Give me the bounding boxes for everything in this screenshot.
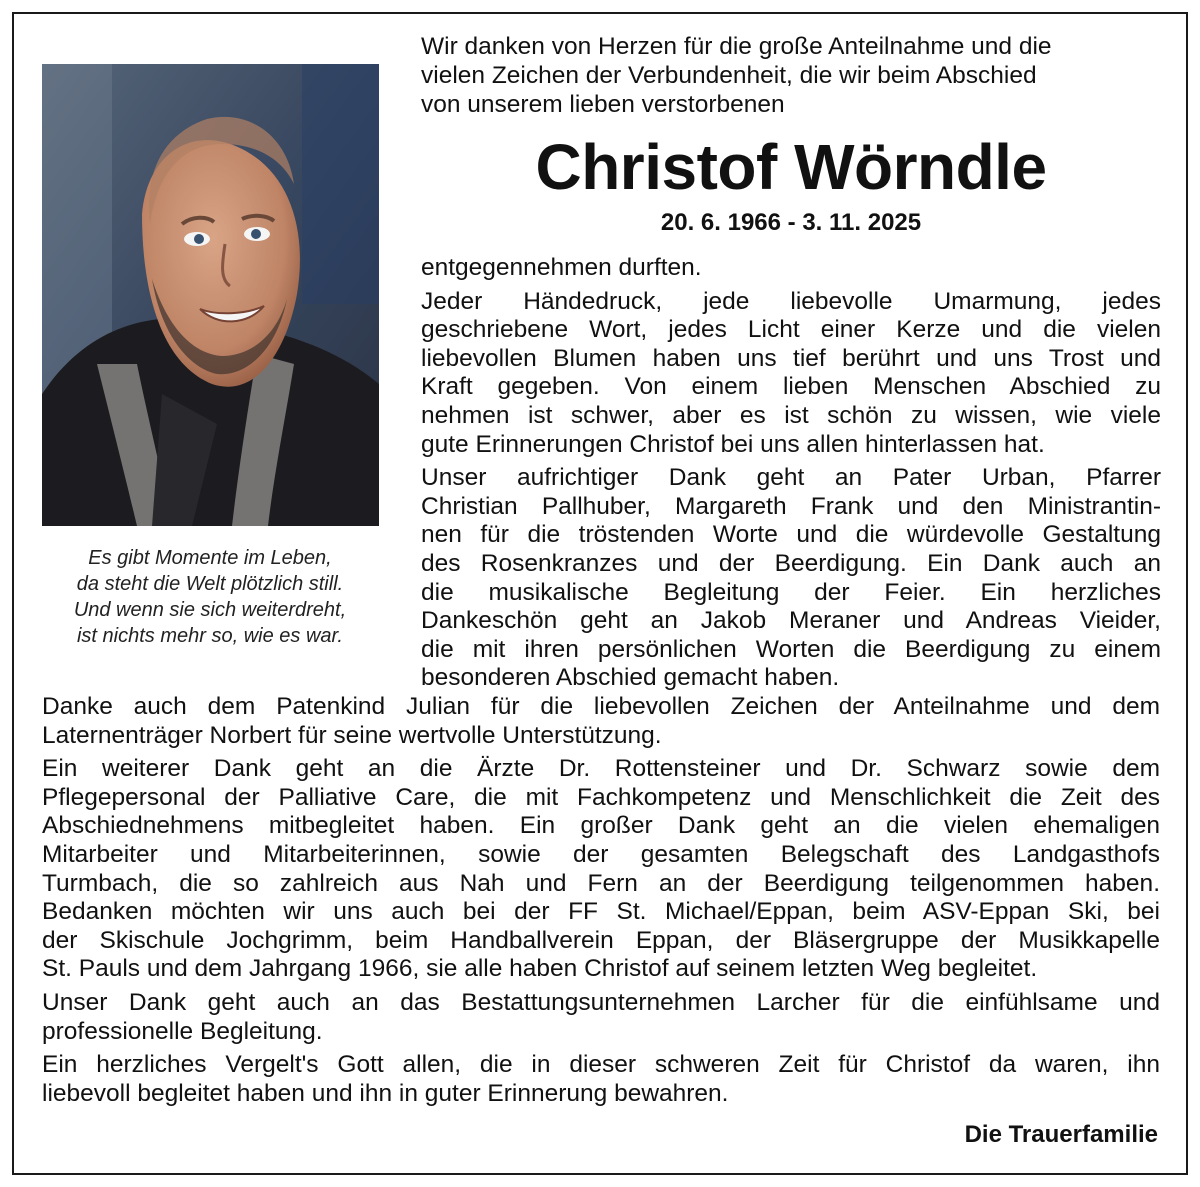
quote-line: da steht die Welt plötzlich still. <box>76 573 344 595</box>
text-line: Pflegepersonal der Palliative Care, die mit Fachkompetenz und Menschlichkeit die Zeit des <box>42 783 1160 811</box>
text-line: Unser aufrichtiger Dank geht an Pater Urban, Pfarrer <box>421 464 1161 492</box>
intro-line: Wir danken von Herzen für die große Anteilnahme und die <box>421 33 1052 60</box>
intro-text <box>421 32 1161 119</box>
frame-border-bottom <box>12 1173 1188 1175</box>
intro-line: vielen Zeichen der Verbundenheit, die wir beim Abschied <box>421 62 1037 89</box>
paragraph <box>42 755 1160 984</box>
paragraph <box>421 254 1161 283</box>
paragraph <box>421 464 1161 693</box>
quote-line: ist nichts mehr so, wie es war. <box>76 625 343 647</box>
frame-border-top <box>12 12 1188 14</box>
text-line: die mit ihren persönlichen Worten die Beerdigung zu einem <box>421 635 1161 663</box>
memorial-quote <box>40 545 380 649</box>
portrait-illustration <box>42 64 379 526</box>
text-line: Ein weiterer Dank geht an die Ärzte Dr. Rottensteiner und Dr. Schwarz sowie dem <box>42 755 1160 783</box>
text-line: Ein herzliches Vergelt's Gott allen, die in dieser schweren Zeit für Christof da waren, ihn <box>42 1051 1160 1079</box>
text-line: Unser Dank geht auch an das Bestattungsunternehmen Larcher für die einfühlsame und <box>42 988 1160 1016</box>
text-line: des Rosenkranzes und der Beerdigung. Ein Dank auch an <box>421 549 1161 577</box>
text-line: Laternenträger Norbert für seine wertvolle Unterstützung. <box>42 721 662 749</box>
signature: Die Trauerfamilie <box>964 1121 1158 1148</box>
text-line: liebevoll begleitet haben und ihn in guter Erinnerung bewahren. <box>42 1079 729 1107</box>
text-line: der Skischule Jochgrimm, beim Handballverein Eppan, der Bläsergruppe der Musikkapelle <box>42 926 1160 954</box>
text-line: nehmen ist schwer, aber es ist schön zu wissen, wie viele <box>421 401 1161 429</box>
text-line: Kraft gegeben. Von einem lieben Menschen Abschied zu <box>421 373 1161 401</box>
paragraph <box>42 693 1160 750</box>
text-line: Bedanken möchten wir uns auch bei der FF St. Michael/Eppan, beim ASV-Eppan Ski, bei <box>42 898 1160 926</box>
text-line: gute Erinnerungen Christof bei uns allen hinterlassen hat. <box>421 430 1045 458</box>
life-dates: 20. 6. 1966 - 3. 11. 2025 <box>660 209 922 236</box>
text-line: professionelle Begleitung. <box>42 1017 323 1045</box>
frame-border-left <box>12 12 14 1175</box>
text-line: Jeder Händedruck, jede liebevolle Umarmung, jedes <box>421 287 1161 315</box>
text-line: liebevollen Blumen haben uns tief berührt und uns Trost und <box>421 344 1161 372</box>
thanks-text-right-column <box>421 254 1161 693</box>
text-line: besonderen Abschied gemacht haben. <box>421 664 840 692</box>
text-line: Danke auch dem Patenkind Julian für die liebevollen Zeichen der Anteilnahme und dem <box>42 693 1160 720</box>
text-line: Mitarbeiter und Mitarbeiterinnen, sowie der gesamten Belegschaft des Landgasthofs <box>42 840 1160 868</box>
text-line: Christian Pallhuber, Margareth Frank und den Ministrantin- <box>421 492 1161 520</box>
deceased-name: Christof Wörndle <box>535 131 1047 203</box>
quote-line: Es gibt Momente im Leben, <box>88 547 332 569</box>
quote-line: Und wenn sie sich weiterdreht, <box>73 599 347 621</box>
portrait-photo <box>42 64 379 526</box>
text-line: Dankeschön geht an Jakob Meraner und Andreas Vieider, <box>421 607 1161 635</box>
frame-border-right <box>1186 12 1188 1175</box>
text-line: geschriebene Wort, jedes Licht einer Kerze und die vielen <box>421 316 1161 344</box>
text-line: entgegennehmen durften. <box>421 254 702 281</box>
text-line: nen für die tröstenden Worte und die würdevolle Gestaltung <box>421 521 1161 549</box>
text-line: die musikalische Begleitung der Feier. Ein herzliches <box>421 578 1161 606</box>
intro-line: von unserem lieben verstorbenen <box>421 91 785 118</box>
paragraph <box>42 989 1160 1046</box>
text-line: Turmbach, die so zahlreich aus Nah und Fern an der Beerdigung teilgenommen haben. <box>42 869 1160 897</box>
thanks-text-full-width <box>42 693 1160 1108</box>
text-line: St. Pauls und dem Jahrgang 1966, sie alle haben Christof auf seinem letzten Weg begleitet. <box>42 955 1038 983</box>
paragraph <box>42 1051 1160 1108</box>
text-line: Abschiednehmens mitbegleitet haben. Ein großer Dank geht an die vielen ehemaligen <box>42 812 1160 840</box>
paragraph <box>421 288 1161 460</box>
